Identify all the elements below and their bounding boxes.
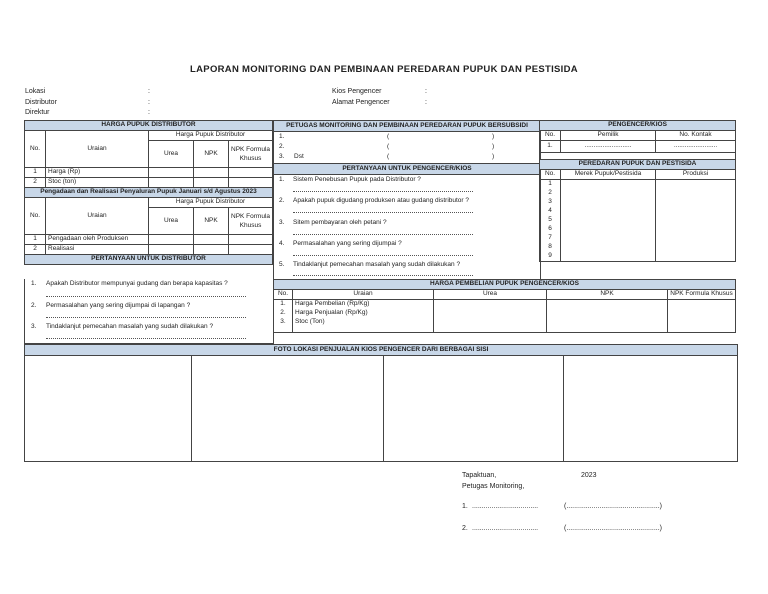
colon: : (425, 98, 427, 106)
q-no: 2. (31, 302, 37, 309)
colon: : (148, 98, 150, 106)
q-text: Apakah pupuk digudang produksen atau gudang distributor ? (293, 197, 469, 204)
meta-alamat-label: Alamat Pengencer (332, 98, 390, 106)
cell[interactable] (149, 245, 194, 255)
cell[interactable] (194, 178, 229, 188)
foto-divider (383, 356, 384, 461)
q-text: Permasalahan yang sering dijumpai ? (293, 240, 402, 247)
col-npk-khusus: NPK Formula Khusus (229, 141, 273, 168)
q-no: 3. (279, 219, 285, 226)
row-label: Harga Pembelian (Rp/Kg) (293, 300, 434, 310)
row-no: 2. (274, 309, 293, 318)
foto-header: FOTO LOKASI PENJUALAN KIOS PENGENCER DARI BERBAGAI SISI (25, 345, 737, 356)
answer-line[interactable] (293, 234, 473, 235)
colon: : (148, 88, 150, 95)
q-text: Tindaklanjut pemecahan masalah yang sudah dilakukan ? (46, 323, 214, 330)
petugas-header: PETUGAS MONITORING DAN PEMBINAAN PEREDARAN PUPUK BERSUBSIDI (274, 121, 540, 132)
q-no: 3. (31, 323, 37, 330)
pengencer-kios-header: PENGENCER/KIOS (540, 121, 736, 131)
paren-open: ( (387, 143, 390, 150)
col-uraian: Uraian (293, 290, 434, 300)
row-no: 3. (274, 318, 293, 333)
row-no: 3 (540, 198, 561, 207)
row-no: 2 (25, 178, 46, 188)
col-produksi: Produksi (656, 170, 736, 180)
row-no: 8 (540, 243, 561, 252)
spacer (540, 153, 736, 160)
pertanyaan-distributor-header: PERTANYAAN UNTUK DISTRIBUTOR (25, 255, 273, 265)
q-text: Tindaklanjut pemecahan masalah yang sudah dilakukan ? (293, 261, 461, 268)
row-label: Stoc (Ton) (293, 318, 434, 333)
signature-name-field[interactable]: (................................................) (564, 525, 663, 532)
col-urea: Urea (149, 208, 194, 235)
signature-name-field[interactable]: (................................................) (564, 503, 663, 510)
pengencer-kios-table (539, 120, 736, 262)
col-uraian: Uraian (46, 131, 149, 168)
harga-distributor-header: HARGA PUPUK DISTRIBUTOR (25, 121, 273, 131)
petugas-no: 1. (279, 133, 285, 140)
meta-distributor-label: Distributor (25, 98, 57, 106)
paren-close: ) (492, 153, 495, 160)
petugas-name: Dst (294, 153, 304, 160)
meta-kios-label: Kios Pengencer (332, 88, 382, 95)
col-urea: Urea (434, 290, 547, 300)
row-no: 2 (25, 245, 46, 255)
report-title: LAPORAN MONITORING DAN PEMBINAAN PEREDARAN PUPUK DAN PESTISIDA (190, 64, 578, 75)
q-no: 1. (279, 176, 285, 183)
meta-right (332, 87, 390, 108)
row-no: 1 (540, 180, 561, 190)
answer-line[interactable] (293, 191, 473, 192)
npk-khusus-cell[interactable] (668, 300, 736, 333)
q-text: Apakah Distributor mempunyai gudang dan berapa kapasitas ? (46, 280, 228, 287)
row-label: Stoc (ton) (46, 178, 149, 188)
signature-no: 2. (462, 525, 468, 532)
answer-line[interactable] (46, 296, 246, 297)
foto-section (24, 344, 738, 462)
col-urea: Urea (149, 141, 194, 168)
q-no: 5. (279, 261, 285, 268)
q-text: Sistem Penebusan Pupuk pada Distributor ? (293, 176, 421, 183)
q-no: 4. (279, 240, 285, 247)
cell[interactable] (229, 245, 273, 255)
meta-lokasi-label: Lokasi (25, 88, 46, 95)
cell[interactable] (194, 245, 229, 255)
cell[interactable] (149, 168, 194, 178)
harga-distributor-table (24, 120, 273, 265)
cell[interactable] (229, 235, 273, 245)
paren-close: ) (492, 133, 495, 140)
cell[interactable] (229, 168, 273, 178)
npk-cell[interactable] (547, 300, 668, 333)
row-no: 7 (540, 234, 561, 243)
merek-cell[interactable] (561, 180, 656, 262)
col-pemilik: Pemilik (561, 131, 656, 141)
meta-left (25, 87, 57, 119)
col-npk-khusus: NPK Formula Khusus (229, 208, 273, 235)
col-npk: NPK (547, 290, 668, 300)
row-no: 1. (274, 300, 293, 310)
pertanyaan-distributor-box (24, 279, 274, 344)
meta-right-colons (425, 87, 427, 108)
row-no: 4 (540, 207, 561, 216)
urea-cell[interactable] (434, 300, 547, 333)
q-text: Sitem pembayaran oleh petani ? (293, 219, 387, 226)
row-no: 6 (540, 225, 561, 234)
footer-year: 2023 (581, 472, 597, 479)
footer-petugas: Petugas Monitoring, (462, 483, 525, 490)
col-no: No. (274, 290, 293, 300)
meta-direktur-label: Direktur (25, 109, 50, 116)
pengadaan-header: Pengadaan dan Realisasi Penyaluran Pupuk Januari s/d Agustus 2023 (25, 188, 273, 198)
peredaran-header: PEREDARAN PUPUK DAN PESTISIDA (540, 160, 736, 170)
foto-divider (191, 356, 192, 461)
petugas-box (273, 120, 541, 280)
petugas-no: 3. (279, 153, 285, 160)
col-no: No. (25, 131, 46, 168)
col-npk: NPK (194, 141, 229, 168)
q-text: Permasalahan yang sering dijumpai di lapangan ? (46, 302, 191, 309)
answer-line[interactable] (46, 338, 246, 339)
colon: : (425, 88, 427, 95)
col-merek: Merek Pupuk/Pestisida (561, 170, 656, 180)
row-no: 1 (25, 235, 46, 245)
pemilik-field[interactable]: .......................... (561, 141, 656, 153)
answer-line[interactable] (293, 255, 473, 256)
col-kontak: No. Kontak (656, 131, 736, 141)
footer-tapaktuan: Tapaktuan, (462, 472, 497, 479)
petugas-no: 2. (279, 143, 285, 150)
cell[interactable] (149, 235, 194, 245)
col-uraian: Uraian (46, 198, 149, 235)
row-no: 9 (540, 252, 561, 262)
row-no: 1. (540, 141, 561, 153)
paren-close: ) (492, 143, 495, 150)
answer-line[interactable] (293, 212, 473, 213)
meta-left-colons (148, 87, 150, 119)
harga-pembelian-table (273, 279, 736, 333)
foto-divider (563, 356, 564, 461)
pertanyaan-kios-header: PERTANYAAN UNTUK PENGENCER/KIOS (274, 163, 540, 175)
pengadaan-sub-header: Harga Pupuk Distributor (149, 198, 273, 208)
paren-open: ( (387, 153, 390, 160)
row-label: Harga (Rp) (46, 168, 149, 178)
signature-no: 1. (462, 503, 468, 510)
cell[interactable] (194, 168, 229, 178)
cell[interactable] (149, 178, 194, 188)
row-label: Realisasi (46, 245, 149, 255)
cell[interactable] (229, 178, 273, 188)
signature-line[interactable]: .................................. (472, 503, 539, 510)
signature-line[interactable]: .................................. (472, 525, 539, 532)
col-no: No. (25, 198, 46, 235)
harga-sub-header: Harga Pupuk Distributor (149, 131, 273, 141)
colon: : (148, 109, 150, 116)
harga-pembelian-header: HARGA PEMBELIAN PUPUK PENGENCER/KIOS (274, 280, 736, 290)
col-npk: NPK (194, 208, 229, 235)
col-no: No. (540, 131, 561, 141)
q-no: 1. (31, 280, 37, 287)
produksi-cell[interactable] (656, 180, 736, 262)
row-label: Pengadaan oleh Produksen (46, 235, 149, 245)
answer-line[interactable] (293, 275, 473, 276)
col-npk-khusus: NPK Formula Khusus (668, 290, 736, 300)
cell[interactable] (194, 235, 229, 245)
paren-open: ( (387, 133, 390, 140)
row-no: 5 (540, 216, 561, 225)
answer-line[interactable] (46, 317, 246, 318)
col-no: No. (540, 170, 561, 180)
q-no: 2. (279, 197, 285, 204)
row-no: 2 (540, 189, 561, 198)
row-label: Harga Penjualan (Rp/Kg) (293, 309, 434, 318)
row-no: 1 (25, 168, 46, 178)
kontak-field[interactable]: ........................ (656, 141, 736, 153)
